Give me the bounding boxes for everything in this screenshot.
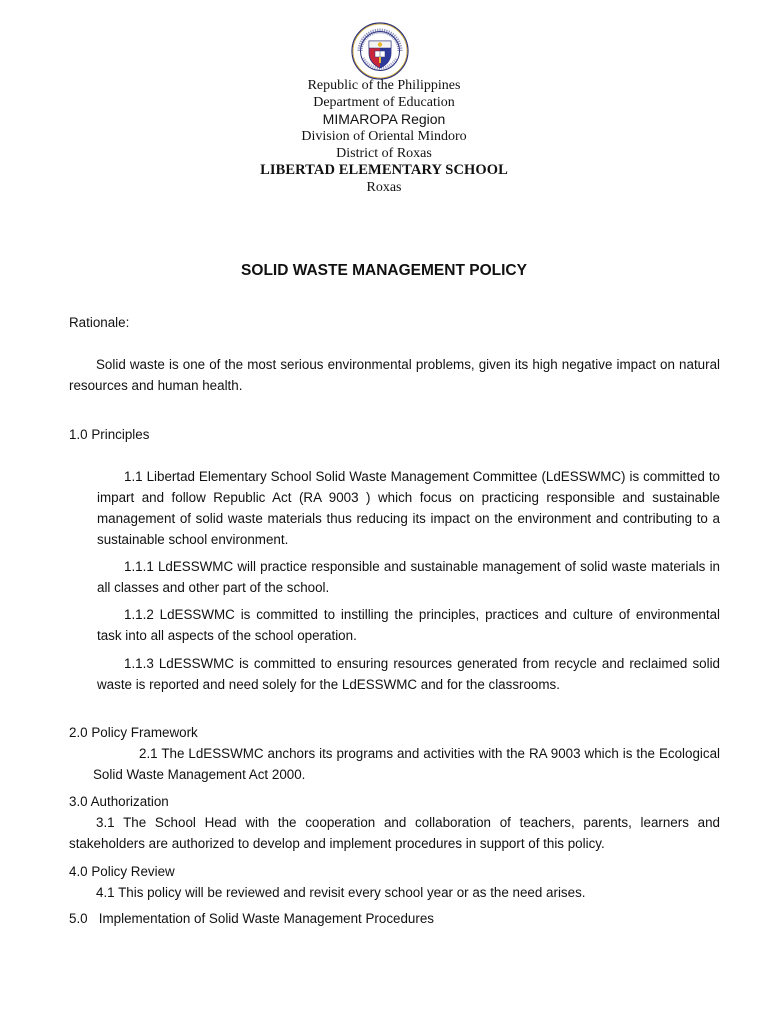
header-region: MIMAROPA Region <box>322 111 446 127</box>
framework-heading: 2.0 Policy Framework <box>69 725 198 740</box>
header-town: Roxas <box>366 180 402 195</box>
principle-1-1-2: 1.1.2 LdESSWMC is committed to instilling the principles, practices and culture of environmental task into all aspects of the school operation. <box>97 607 720 643</box>
document-title: SOLID WASTE MANAGEMENT POLICY <box>241 262 527 279</box>
principle-1-1: 1.1 Libertad Elementary School Solid Waste Management Committee (LdESSWMC) is committed to impart and follow Republic Act (RA 9003 ) which focus on practicing responsible and sustainable management of solid waste materials thus reducing its impact on the environment and contributing to a sustainable school environment. <box>97 469 720 547</box>
header-school-name: LIBERTAD ELEMENTARY SCHOOL <box>260 162 508 178</box>
header-republic: Republic of the Philippines <box>307 78 461 93</box>
principles-heading: 1.0 Principles <box>69 427 150 442</box>
implementation-heading: 5.0 Implementation of Solid Waste Management Procedures <box>69 911 434 926</box>
header-division: Division of Oriental Mindoro <box>301 129 467 144</box>
header-department: Department of Education <box>313 95 455 110</box>
authorization-3-1: 3.1 The School Head with the cooperation and collaboration of teachers, parents, learners and stakeholders are authorized to develop and implement procedures in support of this policy. <box>69 815 720 851</box>
authorization-heading: 3.0 Authorization <box>69 794 169 809</box>
review-heading: 4.0 Policy Review <box>69 864 175 879</box>
deped-seal-logo <box>351 22 409 80</box>
header-district: District of Roxas <box>336 146 432 161</box>
principle-1-1-1: 1.1.1 LdESSWMC will practice responsible and sustainable management of solid waste materials in all classes and other part of the school. <box>97 559 720 595</box>
review-4-1: 4.1 This policy will be reviewed and revisit every school year or as the need arises. <box>96 885 586 900</box>
rationale-heading: Rationale: <box>69 315 130 330</box>
framework-2-1: 2.1 The LdESSWMC anchors its programs and activities with the RA 9003 which is the Ecological Solid Waste Management Act 2000. <box>93 746 720 782</box>
principle-1-1-3: 1.1.3 LdESSWMC is committed to ensuring resources generated from recycle and reclaimed solid waste is reported and need solely for the LdESSWMC and for the classrooms. <box>97 656 720 692</box>
rationale-text: Solid waste is one of the most serious environmental problems, given its high negative impact on natural resources and human health. <box>69 357 720 393</box>
